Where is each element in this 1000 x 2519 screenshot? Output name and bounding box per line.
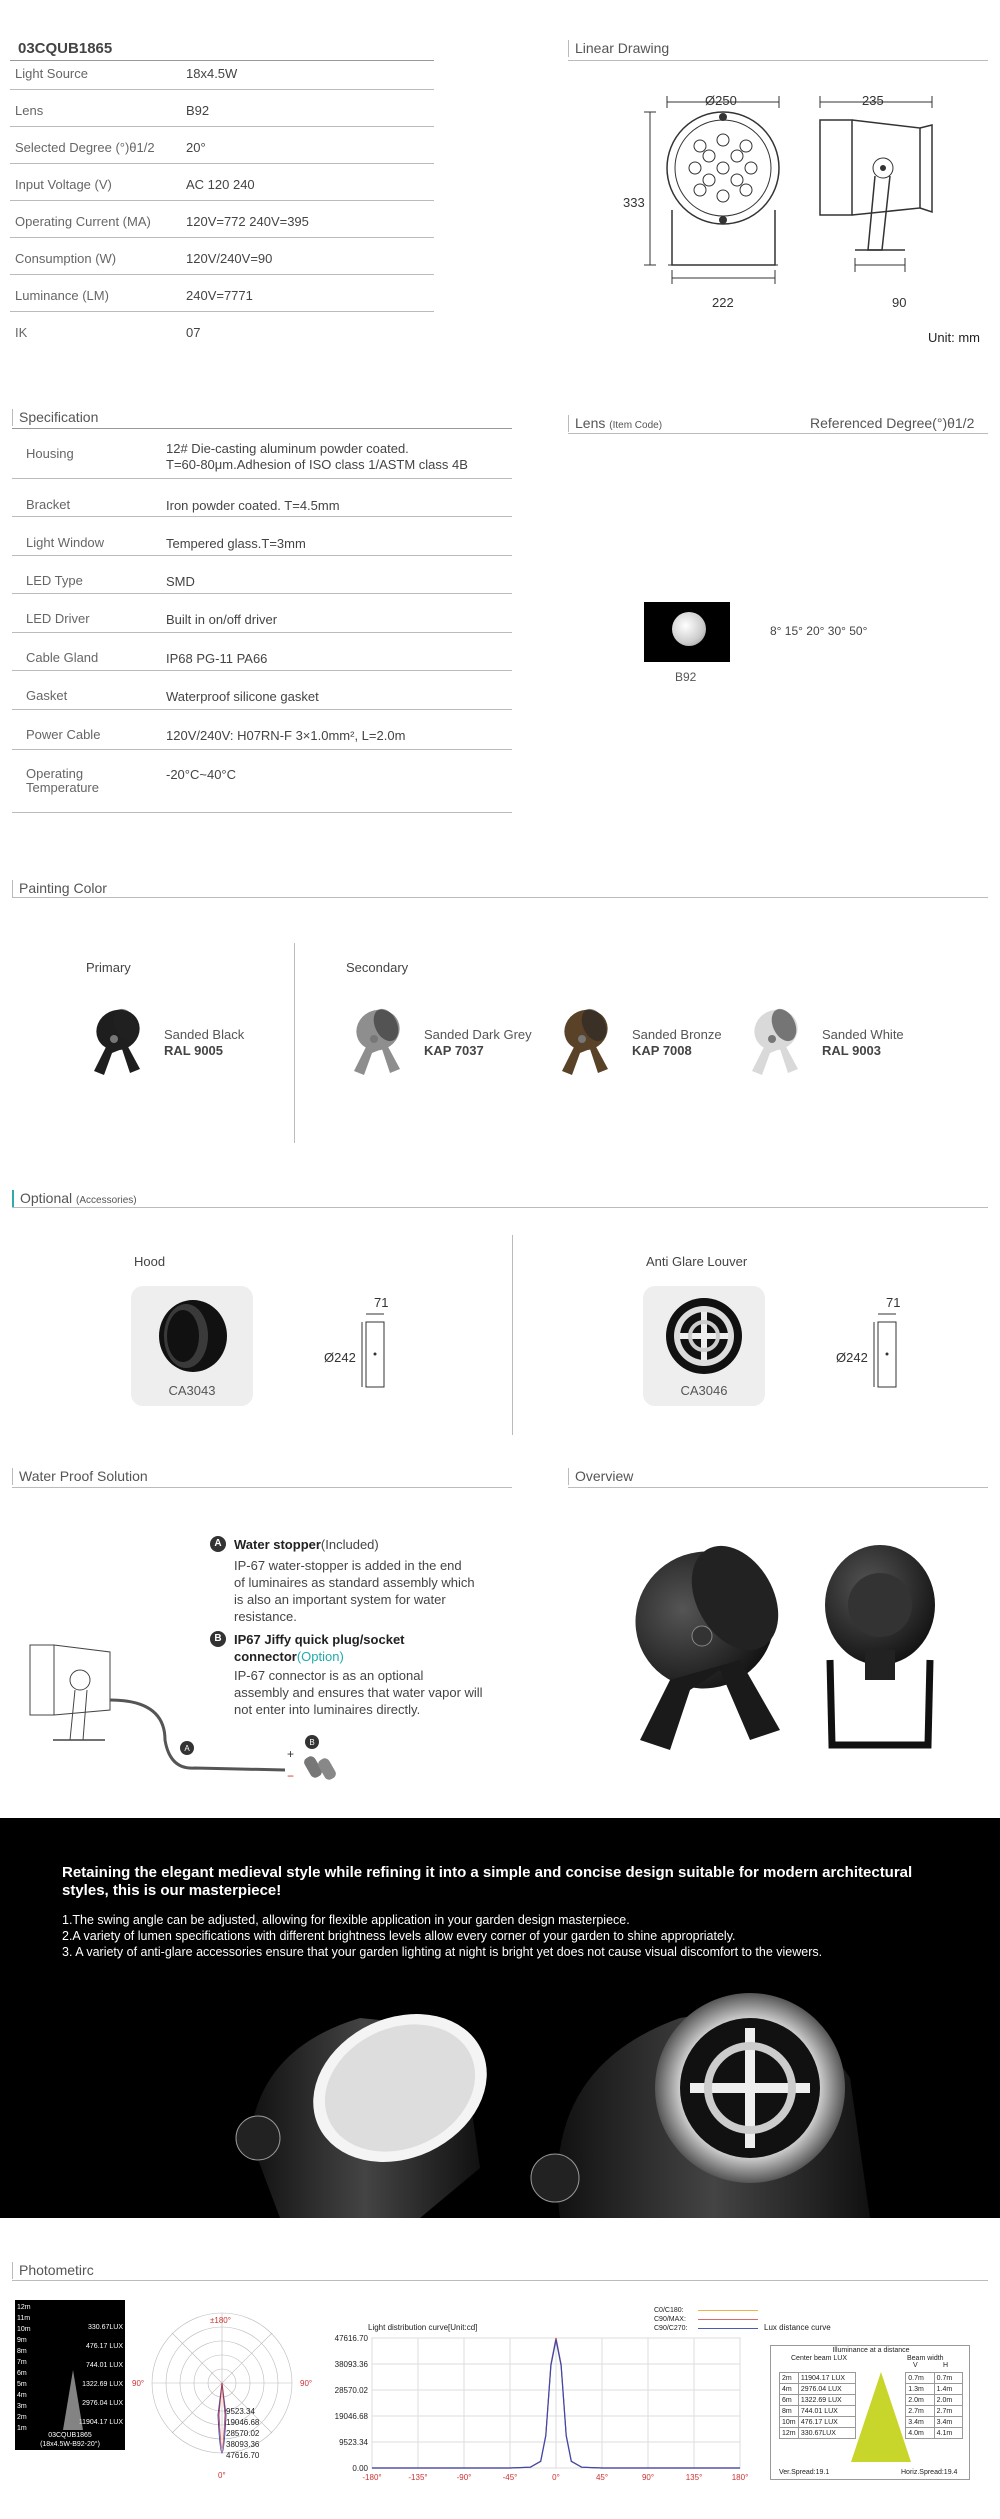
lens-degrees: 8° 15° 20° 30° 50° (770, 624, 868, 638)
spec-label: Lens (15, 103, 44, 118)
drawing-height: 333 (623, 195, 645, 210)
curve-legend (654, 2306, 758, 2333)
connector-text: IP-67 connector is as an optional assembly and ensures that water vapor will not enter into luminaires directly. (234, 1668, 483, 1717)
specification-title: Specification (12, 409, 98, 426)
lux-distance: 1m (17, 2425, 27, 2432)
specification-label: Bracket (26, 497, 71, 512)
lux-row-h: 0.7m (934, 2373, 962, 2384)
drawing-diameter: Ø250 (705, 93, 737, 108)
lux-value: 476.17 LUX (86, 2343, 123, 2350)
x-tick-label: 0° (552, 2473, 560, 2482)
lens-title-small: (Item Code) (609, 420, 663, 431)
spec-value: 240V=7771 (186, 288, 253, 303)
drawing-side-base: 90 (892, 295, 907, 310)
specification-label: LED Driver (26, 611, 90, 626)
banner-point: 1.The swing angle can be adjusted, allowing for flexible application in your garden design masterpiece. (62, 1913, 630, 1927)
spec-value: 20° (186, 140, 206, 155)
spec-value: 18x4.5W (186, 66, 238, 81)
spec-label: Selected Degree (°)θ1/2 (15, 140, 155, 155)
photometric-title: Photometirc (12, 2262, 94, 2279)
lens-title-text: Lens (575, 415, 606, 431)
accessory-dim-top: 71 (886, 1295, 901, 1310)
lux-table (779, 2372, 963, 2439)
linear-drawing-title: Linear Drawing (568, 40, 669, 57)
polar-right-label: 90° (300, 2379, 313, 2388)
svg-text:B: B (309, 1738, 315, 1747)
polar-bottom-label: 0° (218, 2471, 226, 2480)
color-swatch-4[interactable] (742, 1005, 804, 1077)
svg-text:−: − (287, 1769, 295, 1783)
secondary-label: Secondary (346, 960, 409, 975)
lens-title (568, 415, 662, 432)
lux-distance: 3m (17, 2403, 27, 2410)
lux-spread-v: Ver.Spread:19.1 (779, 2469, 830, 2476)
polar-scale-value: 28570.02 (226, 2429, 260, 2438)
lux-row-value: 330.67LUX (798, 2428, 855, 2439)
lux-row-v: 0.7m (906, 2373, 934, 2384)
y-tick-label: 9523.34 (339, 2438, 368, 2447)
y-tick-label: 0.00 (352, 2464, 368, 2473)
color-code: KAP 7008 (632, 1043, 692, 1058)
spec-label: Operating Current (MA) (15, 214, 151, 229)
spec-label: Consumption (W) (15, 251, 117, 266)
specification-value: SMD (166, 574, 195, 589)
lux-row-spacer (855, 2406, 906, 2417)
specification-value: Waterproof silicone gasket (166, 689, 319, 704)
lux-row-value: 476.17 LUX (798, 2417, 855, 2428)
color-swatch-2[interactable] (344, 1005, 406, 1077)
lux-row-distance: 2m (780, 2373, 799, 2384)
y-tick-label: 47616.70 (334, 2334, 368, 2343)
lux-row-spacer (855, 2395, 906, 2406)
waterproof-diagram (25, 1640, 365, 1790)
lux-row-h: 4.1m (934, 2428, 962, 2439)
lux-row-spacer (855, 2428, 906, 2439)
legend-item (654, 2306, 758, 2315)
badge-a: A (210, 1536, 226, 1552)
lux-table-row (780, 2417, 963, 2428)
linear-drawing (620, 90, 980, 320)
legend-swatch (698, 2328, 758, 2329)
x-tick-label: 45° (595, 2473, 609, 2482)
polar-scale-value: 19046.68 (226, 2418, 260, 2427)
x-tick-label: -90° (456, 2473, 472, 2482)
lux-distance: 11m (17, 2315, 31, 2322)
lux-distance: 9m (17, 2337, 27, 2344)
lux-row-distance: 12m (780, 2428, 799, 2439)
lux-table-row (780, 2428, 963, 2439)
lux-row-distance: 4m (780, 2384, 799, 2395)
spec-label: Light Source (15, 66, 88, 81)
product-code: 03CQUB1865 (18, 40, 113, 57)
water-stopper-suffix: (Included) (320, 1537, 379, 1552)
lux-row-h: 1.4m (934, 2384, 962, 2395)
water-stopper-title: Water stopper (234, 1537, 321, 1552)
lux-distance: 10m (17, 2326, 31, 2333)
lux-row-value: 11904.17 LUX (798, 2373, 855, 2384)
curve-title: Light distribution curve[Unit:cd] (368, 2323, 478, 2332)
water-stopper-text: IP-67 water-stopper is added in the end of luminaires as standard assembly which is also an important system for water resistance. (234, 1558, 475, 1624)
accessory-dim-diameter: Ø242 (324, 1350, 356, 1365)
waterproof-title: Water Proof Solution (12, 1468, 148, 1485)
polar-scale-value: 38093.36 (226, 2440, 260, 2449)
spec-value: 120V/240V=90 (186, 251, 273, 266)
badge-b: B (210, 1631, 226, 1647)
specification-label: Cable Gland (26, 650, 99, 665)
lux-table-row (780, 2373, 963, 2384)
legend-swatch (698, 2310, 758, 2311)
drawing-side-width: 235 (862, 93, 884, 108)
lux-distance: 8m (17, 2348, 27, 2355)
polar-scale (226, 2406, 259, 2461)
specification-value: 12# Die-casting aluminum powder coated. T=60-80μm.Adhesion of ISO class 1/ASTM class 4B (166, 441, 468, 472)
lux-caption-spec: (18x4.5W-B92-20°) (40, 2441, 100, 2448)
lux-row-v: 2.7m (906, 2406, 934, 2417)
banner-product-image (0, 1988, 1000, 2218)
accessory-code: CA3046 (680, 1383, 728, 1398)
spec-label: Input Voltage (V) (15, 177, 112, 192)
banner-points (62, 1912, 962, 1960)
lux-row-v: 1.3m (906, 2384, 934, 2395)
lux-row-value: 744.01 LUX (798, 2406, 855, 2417)
lux-distance: 12m (17, 2304, 31, 2311)
specification-value: 120V/240V: H07RN-F 3×1.0mm², L=2.0m (166, 728, 406, 743)
lux-distance: 7m (17, 2359, 27, 2366)
accessory-dim-drawing (360, 1312, 400, 1392)
svg-text:A: A (184, 1744, 190, 1753)
optional-title-text: Optional (20, 1190, 73, 1206)
color-code: RAL 9005 (164, 1043, 224, 1058)
lux-table-col-width: Beam width (907, 2355, 944, 2362)
x-tick-label: -135° (408, 2473, 428, 2482)
specification-label: Power Cable (26, 727, 101, 742)
lux-table-row (780, 2384, 963, 2395)
color-swatch-1[interactable] (84, 1005, 146, 1077)
optional-title-small: (Accessories) (76, 1195, 137, 1206)
lux-row-spacer (855, 2384, 906, 2395)
lux-spread-h: Horiz.Spread:19.4 (901, 2469, 958, 2476)
painting-color-title: Painting Color (12, 880, 107, 897)
y-tick-label: 28570.02 (334, 2386, 368, 2395)
x-tick-label: 135° (685, 2473, 703, 2482)
lux-cone-box (15, 2300, 125, 2450)
polar-scale-value: 9523.34 (226, 2407, 255, 2416)
legend-swatch (698, 2319, 758, 2320)
y-tick-label: 38093.36 (334, 2360, 368, 2369)
lux-value: 744.01 LUX (86, 2362, 123, 2369)
lux-row-value: 2976.04 LUX (798, 2384, 855, 2395)
specification-label: Light Window (26, 535, 105, 550)
specification-value: Built in on/off driver (166, 612, 278, 627)
x-tick-label: -180° (362, 2473, 382, 2482)
x-tick-label: 90° (641, 2473, 655, 2482)
lux-distance: 6m (17, 2370, 27, 2377)
lens-code: B92 (675, 670, 697, 684)
specification-label: Operating Temperature (26, 766, 99, 795)
overview-photo (610, 1540, 950, 1760)
spec-value: 07 (186, 325, 201, 340)
lux-table-box (770, 2345, 970, 2480)
color-swatch-3[interactable] (552, 1005, 614, 1077)
lens-image (644, 602, 730, 662)
lux-row-h: 2.0m (934, 2395, 962, 2406)
lux-table-row (780, 2395, 963, 2406)
color-name: Sanded Dark Grey (424, 1027, 532, 1042)
y-tick-label: 19046.68 (334, 2412, 368, 2421)
lux-row-distance: 10m (780, 2417, 799, 2428)
color-name: Sanded White (822, 1027, 904, 1042)
color-name: Sanded Black (164, 1027, 245, 1042)
specification-label: Housing (26, 446, 74, 461)
spec-label: Luminance (LM) (15, 288, 109, 303)
lux-row-distance: 8m (780, 2406, 799, 2417)
light-distribution-chart (320, 2330, 750, 2490)
lux-value: 330.67LUX (87, 2324, 123, 2331)
banner-point: 3. A variety of anti-glare accessories ensure that your garden lighting at night is bright yet does not cause visual discomfort to the viewers. (62, 1945, 823, 1959)
accessory-code: CA3043 (168, 1383, 216, 1398)
connector-suffix: (Option) (296, 1649, 344, 1664)
feature-banner (0, 1818, 1000, 2218)
lux-table-row (780, 2406, 963, 2417)
color-code: KAP 7037 (424, 1043, 484, 1058)
spec-value: 120V=772 240V=395 (186, 214, 309, 229)
spec-value: B92 (186, 103, 210, 118)
lux-row-v: 3.4m (906, 2417, 934, 2428)
lux-row-spacer (855, 2373, 906, 2384)
svg-text:+: + (287, 1747, 295, 1761)
specification-label: LED Type (26, 573, 83, 588)
lux-table-title: Lux distance curve (764, 2323, 831, 2332)
specification-value: Iron powder coated. T=4.5mm (166, 498, 340, 513)
polar-diagram (140, 2305, 313, 2470)
primary-label: Primary (86, 960, 131, 975)
lux-value: 11904.17 LUX (78, 2419, 123, 2426)
specification-value: IP68 PG-11 PA66 (166, 651, 268, 666)
spec-value: AC 120 240 (186, 177, 255, 192)
legend-item (654, 2315, 758, 2324)
lux-value: 2976.04 LUX (82, 2400, 123, 2407)
x-tick-label: -45° (502, 2473, 518, 2482)
spec-label: IK (15, 325, 28, 340)
accessory-name: Anti Glare Louver (646, 1254, 748, 1269)
overview-title: Overview (568, 1468, 633, 1485)
lux-table-header1: Illuminance at a distance (832, 2347, 910, 2354)
lux-table-col-v: V (913, 2362, 918, 2369)
lux-table-col-center: Center beam LUX (791, 2355, 848, 2362)
legend-label: C90/C270: (654, 2325, 688, 2332)
lux-distance: 2m (17, 2414, 27, 2421)
lens-degree-title: Referenced Degree(°)θ1/2 (810, 415, 975, 431)
legend-label: C90/MAX: (654, 2316, 686, 2323)
accessory-dim-top: 71 (374, 1295, 389, 1310)
lux-row-value: 1322.69 LUX (798, 2395, 855, 2406)
polar-top-label: ±180° (210, 2316, 231, 2325)
legend-label: C0/C180: (654, 2307, 684, 2314)
lux-distance: 5m (17, 2381, 27, 2388)
lux-distance: 4m (17, 2392, 27, 2399)
color-name: Sanded Bronze (632, 1027, 722, 1042)
color-code: RAL 9003 (822, 1043, 882, 1058)
lux-row-h: 2.7m (934, 2406, 962, 2417)
polar-left-label: 90° (132, 2379, 145, 2388)
lux-row-spacer (855, 2417, 906, 2428)
accessory-dim-drawing (872, 1312, 912, 1392)
unit-label: Unit: mm (928, 330, 980, 345)
lux-caption-code: 03CQUB1865 (48, 2432, 92, 2439)
lux-table-col-h: H (943, 2362, 949, 2369)
x-tick-label: 180° (731, 2473, 749, 2482)
specification-value: Tempered glass.T=3mm (166, 536, 306, 551)
polar-scale-value: 47616.70 (226, 2451, 260, 2460)
lux-row-distance: 6m (780, 2395, 799, 2406)
lux-row-h: 3.4m (934, 2417, 962, 2428)
accessory-dim-diameter: Ø242 (836, 1350, 868, 1365)
drawing-width: 222 (712, 295, 734, 310)
optional-title (12, 1190, 137, 1207)
banner-headline: Retaining the elegant medieval style while refining it into a simple and concise design suitable for modern architectural styles, this is our masterpiece! (62, 1864, 913, 1899)
banner-point: 2.A variety of lumen specifications with different brightness levels allow every corner of your garden to shine appropriately. (62, 1929, 736, 1943)
lux-row-v: 2.0m (906, 2395, 934, 2406)
lux-value: 1322.69 LUX (82, 2381, 123, 2388)
specification-label: Gasket (26, 688, 68, 703)
lux-row-v: 4.0m (906, 2428, 934, 2439)
connector-title: IP67 Jiffy quick plug/socket connector (234, 1632, 405, 1664)
specification-value: -20°C~40°C (166, 767, 237, 782)
accessory-name: Hood (134, 1254, 166, 1269)
